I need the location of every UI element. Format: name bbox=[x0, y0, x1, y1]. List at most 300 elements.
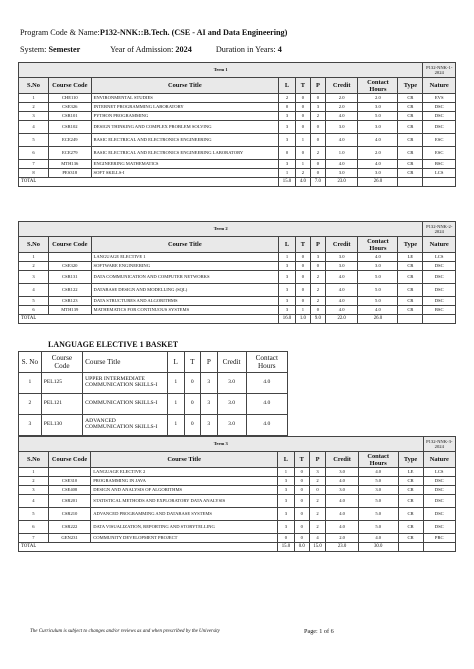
course-cell: DATA VISUALIZATION, REPORTING AND STORYTELLING bbox=[91, 521, 278, 534]
basket-column-header: T bbox=[184, 352, 201, 373]
course-cell: PYTHON PROGRAMMING bbox=[91, 112, 279, 121]
footer-note: The Curriculum is subject to changes and/or reviews as and when prescribed by the University bbox=[30, 629, 220, 634]
basket-cell: 3.0 bbox=[217, 415, 246, 436]
course-cell: 3 bbox=[279, 306, 296, 315]
course-cell: 0 bbox=[278, 534, 295, 543]
course-cell: 0 bbox=[294, 468, 309, 477]
term-1-table bbox=[18, 62, 456, 187]
course-cell: 5.0 bbox=[358, 297, 398, 306]
course-cell: CSR201 bbox=[48, 495, 90, 508]
course-cell: 4.0 bbox=[325, 297, 358, 306]
course-cell: 2 bbox=[279, 94, 296, 103]
course-cell: BASIC ELECTRICAL AND ELECTRONICS ENGINEERING LABORATORY bbox=[91, 147, 279, 160]
course-cell: 4.0 bbox=[325, 112, 358, 121]
system-label: System: bbox=[20, 45, 47, 54]
course-cell: 2 bbox=[310, 271, 325, 284]
course-cell: 5.0 bbox=[358, 495, 398, 508]
basket-cell: PEL130 bbox=[41, 415, 82, 436]
total-cell: 26.0 bbox=[358, 178, 398, 187]
course-cell: 1 bbox=[278, 468, 295, 477]
column-header: Course Title bbox=[91, 78, 279, 94]
duration-value: 4 bbox=[277, 45, 282, 54]
course-cell: 2 bbox=[309, 477, 326, 486]
column-header: Nature bbox=[423, 452, 455, 468]
course-cell: 3 bbox=[278, 521, 295, 534]
course-cell: 2.0 bbox=[325, 94, 358, 103]
course-cell: 5.0 bbox=[358, 508, 398, 521]
term-title-row bbox=[19, 437, 456, 452]
course-cell: CR bbox=[398, 134, 423, 147]
course-cell: 3 bbox=[279, 134, 296, 147]
total-label: TOTAL bbox=[19, 543, 278, 552]
course-cell: CSR101 bbox=[49, 112, 92, 121]
column-header: Type bbox=[398, 78, 423, 94]
course-cell: 0 bbox=[309, 486, 326, 495]
course-row bbox=[19, 284, 456, 297]
basket-cell: 3 bbox=[201, 415, 218, 436]
basket-cell: COMMUNICATION SKILLS-I bbox=[83, 394, 168, 415]
course-cell: 1 bbox=[295, 160, 310, 169]
course-cell: CSR222 bbox=[48, 521, 90, 534]
course-cell: PES318 bbox=[49, 169, 92, 178]
course-cell: 0 bbox=[310, 160, 325, 169]
course-cell: 4.0 bbox=[326, 508, 358, 521]
course-cell: CR bbox=[398, 284, 423, 297]
course-cell: DATA STRUCTURES AND ALGORITHMS bbox=[91, 297, 279, 306]
course-row bbox=[19, 297, 456, 306]
course-cell: INTERNET PROGRAMMING LABORATORY bbox=[91, 103, 279, 112]
course-cell: 2 bbox=[19, 477, 49, 486]
course-cell: DATABASE DESIGN AND MODELLING (SQL) bbox=[91, 284, 279, 297]
column-header: Course Code bbox=[49, 78, 92, 94]
basket-cell: 1 bbox=[19, 373, 42, 394]
course-row bbox=[19, 534, 456, 543]
course-cell: 3.0 bbox=[326, 468, 358, 477]
basket-cell: 4.0 bbox=[246, 415, 287, 436]
course-cell: 0 bbox=[310, 94, 325, 103]
course-cell: 4.0 bbox=[325, 134, 358, 147]
course-cell: BASIC ELECTRICAL AND ELECTRONICS ENGINEERING bbox=[91, 134, 279, 147]
total-cell: 0.0 bbox=[294, 543, 309, 552]
column-header: Contact Hours bbox=[358, 237, 398, 253]
course-cell: 2 bbox=[19, 103, 49, 112]
total-row bbox=[19, 543, 456, 552]
total-label: TOTAL bbox=[19, 315, 279, 324]
basket-column-header: Course Code bbox=[41, 352, 82, 373]
course-cell: 3 bbox=[279, 262, 296, 271]
course-cell: 4 bbox=[19, 495, 49, 508]
course-cell: CSE320 bbox=[49, 262, 92, 271]
course-cell: COMMUNITY DEVELOPMENT PROJECT bbox=[91, 534, 278, 543]
course-cell: 4.0 bbox=[358, 468, 398, 477]
course-cell: CR bbox=[398, 112, 423, 121]
course-cell: CSR102 bbox=[49, 121, 92, 134]
course-cell: 4 bbox=[19, 284, 49, 297]
course-cell: 2.0 bbox=[326, 534, 358, 543]
basket-row bbox=[19, 415, 288, 436]
course-cell: CR bbox=[398, 262, 423, 271]
course-cell: 0 bbox=[295, 271, 310, 284]
course-cell: 2 bbox=[310, 284, 325, 297]
course-cell: 2 bbox=[295, 169, 310, 178]
column-header-row bbox=[19, 78, 456, 94]
total-empty-cell bbox=[423, 315, 456, 324]
column-header-row bbox=[19, 237, 456, 253]
course-cell: CR bbox=[398, 508, 423, 521]
course-cell: 0 bbox=[310, 262, 325, 271]
course-cell: 2 bbox=[309, 508, 326, 521]
total-empty-cell bbox=[398, 178, 423, 187]
column-header: L bbox=[279, 78, 296, 94]
total-cell: 15.0 bbox=[309, 543, 326, 552]
column-header: Course Code bbox=[49, 237, 92, 253]
system-value: Semester bbox=[48, 45, 81, 54]
course-cell: 6 bbox=[19, 306, 49, 315]
total-empty-cell bbox=[398, 543, 423, 552]
course-cell: CR bbox=[398, 271, 423, 284]
program-line bbox=[20, 28, 287, 37]
total-cell: 7.0 bbox=[310, 178, 325, 187]
basket-cell: 3 bbox=[201, 373, 218, 394]
course-cell: 0 bbox=[295, 94, 310, 103]
column-header: L bbox=[278, 452, 295, 468]
course-cell: 3.0 bbox=[358, 103, 398, 112]
course-row bbox=[19, 271, 456, 284]
course-cell: ADVANCED PROGRAMMING AND DATABASE SYSTEMS bbox=[91, 508, 278, 521]
total-cell: 23.0 bbox=[325, 178, 358, 187]
course-cell: 3 bbox=[310, 253, 325, 262]
course-cell: ESC bbox=[423, 134, 456, 147]
course-cell: 3.0 bbox=[325, 253, 358, 262]
course-cell: CR bbox=[398, 94, 423, 103]
course-cell: CR bbox=[398, 160, 423, 169]
course-cell: 4.0 bbox=[326, 521, 358, 534]
course-cell: LCS bbox=[423, 468, 455, 477]
basket-column-header: L bbox=[167, 352, 184, 373]
course-row bbox=[19, 306, 456, 315]
column-header: Credit bbox=[325, 78, 358, 94]
course-cell: PRC bbox=[423, 534, 455, 543]
term-title-row bbox=[19, 222, 456, 237]
year-label: Year of Admission: bbox=[110, 45, 174, 54]
basket-cell: 4.0 bbox=[246, 373, 287, 394]
column-header: L bbox=[279, 237, 296, 253]
course-cell bbox=[49, 253, 92, 262]
course-cell: 4.0 bbox=[358, 253, 398, 262]
course-cell: 1 bbox=[295, 134, 310, 147]
course-cell bbox=[48, 468, 90, 477]
course-cell: CSE408 bbox=[48, 486, 90, 495]
course-cell: 2 bbox=[309, 521, 326, 534]
course-cell: 4.0 bbox=[325, 271, 358, 284]
course-cell: 1 bbox=[295, 306, 310, 315]
course-cell: LCS bbox=[423, 169, 456, 178]
course-cell: 3 bbox=[19, 271, 49, 284]
course-cell: 6 bbox=[19, 521, 49, 534]
course-cell: CSR123 bbox=[49, 297, 92, 306]
course-cell: 3 bbox=[19, 486, 49, 495]
course-cell: 1 bbox=[19, 253, 49, 262]
column-header: P bbox=[310, 237, 325, 253]
total-cell: 16.0 bbox=[279, 315, 296, 324]
column-header: Type bbox=[398, 237, 423, 253]
course-cell: CR bbox=[398, 103, 423, 112]
column-header: Contact Hours bbox=[358, 452, 398, 468]
column-header: Credit bbox=[326, 452, 358, 468]
course-cell: 4.0 bbox=[325, 284, 358, 297]
course-cell: 0 bbox=[294, 521, 309, 534]
course-cell: 2 bbox=[19, 262, 49, 271]
course-cell: CR bbox=[398, 147, 423, 160]
column-header: Type bbox=[398, 452, 423, 468]
course-cell: 0 bbox=[294, 486, 309, 495]
course-cell: 3 bbox=[279, 160, 296, 169]
term-title: Term 2 bbox=[19, 222, 423, 237]
basket-cell: UPPER INTERMEDIATE COMMUNICATION SKILLS-I bbox=[83, 373, 168, 394]
course-cell: CR bbox=[398, 121, 423, 134]
course-cell: 3 bbox=[279, 112, 296, 121]
course-cell: 0 bbox=[295, 147, 310, 160]
course-cell: DSC bbox=[423, 121, 456, 134]
course-row bbox=[19, 508, 456, 521]
term-title: Term 3 bbox=[19, 437, 424, 452]
course-cell: ENVIRONMENTAL STUDIES bbox=[91, 94, 279, 103]
course-cell: DSC bbox=[423, 521, 455, 534]
course-row bbox=[19, 134, 456, 147]
total-empty-cell bbox=[423, 178, 456, 187]
basket-column-header: Credit bbox=[217, 352, 246, 373]
course-cell: 5.0 bbox=[358, 477, 398, 486]
course-row bbox=[19, 477, 456, 486]
course-cell: 0 bbox=[294, 534, 309, 543]
course-cell: 1 bbox=[279, 169, 296, 178]
course-cell: 5 bbox=[19, 297, 49, 306]
course-cell: 6 bbox=[19, 147, 49, 160]
basket-cell: 0 bbox=[184, 394, 201, 415]
basket-cell: 3 bbox=[201, 394, 218, 415]
term-code-tag: P132-NNK-3-2024 bbox=[423, 437, 455, 452]
column-header: Nature bbox=[423, 78, 456, 94]
course-cell: DESIGN AND ANALYSIS OF ALGORITHMS bbox=[91, 486, 278, 495]
course-cell: 3 bbox=[309, 468, 326, 477]
course-cell: PROGRAMMING IN JAVA bbox=[91, 477, 278, 486]
basket-title: LANGUAGE ELECTIVE 1 BASKET bbox=[48, 340, 179, 349]
course-row bbox=[19, 160, 456, 169]
column-header: Course Title bbox=[91, 237, 279, 253]
total-empty-cell bbox=[398, 315, 423, 324]
course-row bbox=[19, 262, 456, 271]
course-cell: 3.0 bbox=[358, 262, 398, 271]
course-cell: CR bbox=[398, 297, 423, 306]
course-cell: 0 bbox=[295, 103, 310, 112]
basket-cell: 1 bbox=[167, 394, 184, 415]
course-cell: ECE249 bbox=[49, 134, 92, 147]
basket-column-header: P bbox=[201, 352, 218, 373]
course-cell: 0 bbox=[295, 297, 310, 306]
course-cell: ENGINEERING MATHEMATICS bbox=[91, 160, 279, 169]
term-title: Term 1 bbox=[19, 63, 423, 78]
course-cell: 3.0 bbox=[358, 486, 398, 495]
basket-cell: ADVANCED COMMUNICATION SKILLS-I bbox=[83, 415, 168, 436]
course-cell: SOFTWARE ENGINEERING bbox=[91, 262, 279, 271]
course-cell: CR bbox=[398, 306, 423, 315]
course-cell: 0 bbox=[294, 477, 309, 486]
course-row bbox=[19, 495, 456, 508]
course-cell: 3.0 bbox=[358, 169, 398, 178]
course-cell: CR bbox=[398, 495, 423, 508]
course-row bbox=[19, 253, 456, 262]
column-header-row bbox=[19, 452, 456, 468]
course-cell: 0 bbox=[310, 121, 325, 134]
column-header: Course Title bbox=[91, 452, 278, 468]
basket-cell: 1 bbox=[167, 415, 184, 436]
column-header: Contact Hours bbox=[358, 78, 398, 94]
course-cell: 4 bbox=[19, 121, 49, 134]
course-cell: CR bbox=[398, 477, 423, 486]
basket-row bbox=[19, 394, 288, 415]
course-cell: LANGUAGE ELECTIVE 1 bbox=[91, 253, 279, 262]
course-cell: 2 bbox=[309, 495, 326, 508]
course-cell: BSC bbox=[423, 306, 456, 315]
year-value: 2024 bbox=[175, 45, 192, 54]
course-cell: 1 bbox=[279, 253, 296, 262]
course-cell: DSC bbox=[423, 297, 456, 306]
column-header: P bbox=[309, 452, 326, 468]
total-cell: 22.0 bbox=[325, 315, 358, 324]
course-cell: 4.0 bbox=[358, 134, 398, 147]
course-cell: 3 bbox=[278, 508, 295, 521]
total-row bbox=[19, 178, 456, 187]
course-cell: 4 bbox=[309, 534, 326, 543]
column-header: T bbox=[295, 78, 310, 94]
term-2-table bbox=[18, 221, 456, 324]
course-cell: 2 bbox=[310, 297, 325, 306]
course-cell: 3 bbox=[279, 121, 296, 134]
course-cell: CSE326 bbox=[49, 103, 92, 112]
course-cell: 0 bbox=[310, 306, 325, 315]
course-cell: 3.0 bbox=[326, 486, 358, 495]
total-empty-cell bbox=[423, 543, 455, 552]
course-cell: 5.0 bbox=[358, 271, 398, 284]
course-cell: 5.0 bbox=[358, 112, 398, 121]
course-cell: DSC bbox=[423, 103, 456, 112]
course-row bbox=[19, 468, 456, 477]
total-cell: 9.0 bbox=[310, 315, 325, 324]
course-cell: 2 bbox=[310, 112, 325, 121]
course-cell: 4.0 bbox=[358, 160, 398, 169]
course-cell: 4.0 bbox=[358, 306, 398, 315]
course-cell: CR bbox=[398, 521, 423, 534]
course-cell: LE bbox=[398, 468, 423, 477]
basket-cell: 0 bbox=[184, 373, 201, 394]
course-cell: 4.0 bbox=[326, 477, 358, 486]
term-code-tag: P132-NNK-1-2024 bbox=[423, 63, 456, 78]
course-cell: DSC bbox=[423, 284, 456, 297]
course-cell: DSC bbox=[423, 486, 455, 495]
course-cell: 3 bbox=[310, 103, 325, 112]
course-cell: CSR131 bbox=[49, 271, 92, 284]
course-row bbox=[19, 94, 456, 103]
course-cell: CR bbox=[398, 486, 423, 495]
total-cell: 23.0 bbox=[326, 543, 358, 552]
course-cell: MTH136 bbox=[49, 160, 92, 169]
course-cell: 4.0 bbox=[325, 306, 358, 315]
basket-column-header: Contact Hours bbox=[246, 352, 287, 373]
course-cell: 1.0 bbox=[325, 147, 358, 160]
course-cell: 0 bbox=[279, 147, 296, 160]
course-cell: 5 bbox=[19, 134, 49, 147]
course-cell: 1 bbox=[19, 94, 49, 103]
course-cell: DESIGN THINKING AND COMPLEX PROBLEM SOLVING bbox=[91, 121, 279, 134]
course-cell: 5.0 bbox=[358, 284, 398, 297]
course-row bbox=[19, 121, 456, 134]
course-cell: LANGUAGE ELECTIVE 2 bbox=[91, 468, 278, 477]
course-cell: 0 bbox=[294, 495, 309, 508]
course-cell: 0 bbox=[279, 103, 296, 112]
course-cell: ECE279 bbox=[49, 147, 92, 160]
course-row bbox=[19, 521, 456, 534]
course-cell: 3.0 bbox=[325, 121, 358, 134]
total-cell: 15.0 bbox=[278, 543, 295, 552]
basket-cell: 4.0 bbox=[246, 394, 287, 415]
course-cell: 3 bbox=[19, 112, 49, 121]
total-cell: 4.0 bbox=[295, 178, 310, 187]
program-label: Program Code & Name: bbox=[20, 28, 100, 37]
course-cell: 4.0 bbox=[326, 495, 358, 508]
course-cell: CSR122 bbox=[49, 284, 92, 297]
column-header: P bbox=[310, 78, 325, 94]
course-cell: 5.0 bbox=[358, 521, 398, 534]
course-row bbox=[19, 169, 456, 178]
course-cell: 8 bbox=[19, 169, 49, 178]
column-header: S.No bbox=[19, 237, 49, 253]
course-cell: 0 bbox=[295, 121, 310, 134]
total-cell: 1.0 bbox=[295, 315, 310, 324]
term-3-table bbox=[18, 436, 456, 552]
course-cell: 0 bbox=[295, 253, 310, 262]
term-title-row bbox=[19, 63, 456, 78]
page-number: Page: 1 of 6 bbox=[304, 628, 334, 635]
course-cell: STATISTICAL METHODS AND EXPLORATORY DATA ANALYSIS bbox=[91, 495, 278, 508]
course-cell: 0 bbox=[310, 134, 325, 147]
total-row bbox=[19, 315, 456, 324]
course-cell: 2.0 bbox=[358, 147, 398, 160]
basket-column-header: Course Title bbox=[83, 352, 168, 373]
course-cell: EVS bbox=[423, 94, 456, 103]
column-header: Course Code bbox=[48, 452, 90, 468]
course-row bbox=[19, 112, 456, 121]
course-cell: DSC bbox=[423, 477, 455, 486]
course-cell: 0 bbox=[294, 508, 309, 521]
course-cell: 2 bbox=[310, 147, 325, 160]
total-label: TOTAL bbox=[19, 178, 279, 187]
course-cell: 0 bbox=[295, 284, 310, 297]
column-header: S.No bbox=[19, 452, 49, 468]
course-cell: ESC bbox=[423, 147, 456, 160]
course-cell: 7 bbox=[19, 160, 49, 169]
course-cell: CSE310 bbox=[48, 477, 90, 486]
duration-label: Duration in Years: bbox=[215, 45, 276, 54]
column-header: Credit bbox=[325, 237, 358, 253]
basket-cell: PEL125 bbox=[41, 373, 82, 394]
course-cell: DSC bbox=[423, 112, 456, 121]
course-cell: LCS bbox=[423, 253, 456, 262]
course-cell: 3 bbox=[278, 486, 295, 495]
course-cell: DSC bbox=[423, 495, 455, 508]
course-cell: CR bbox=[398, 169, 423, 178]
term-code-tag: P132-NNK-2-2024 bbox=[423, 222, 456, 237]
course-cell: DSC bbox=[423, 262, 456, 271]
